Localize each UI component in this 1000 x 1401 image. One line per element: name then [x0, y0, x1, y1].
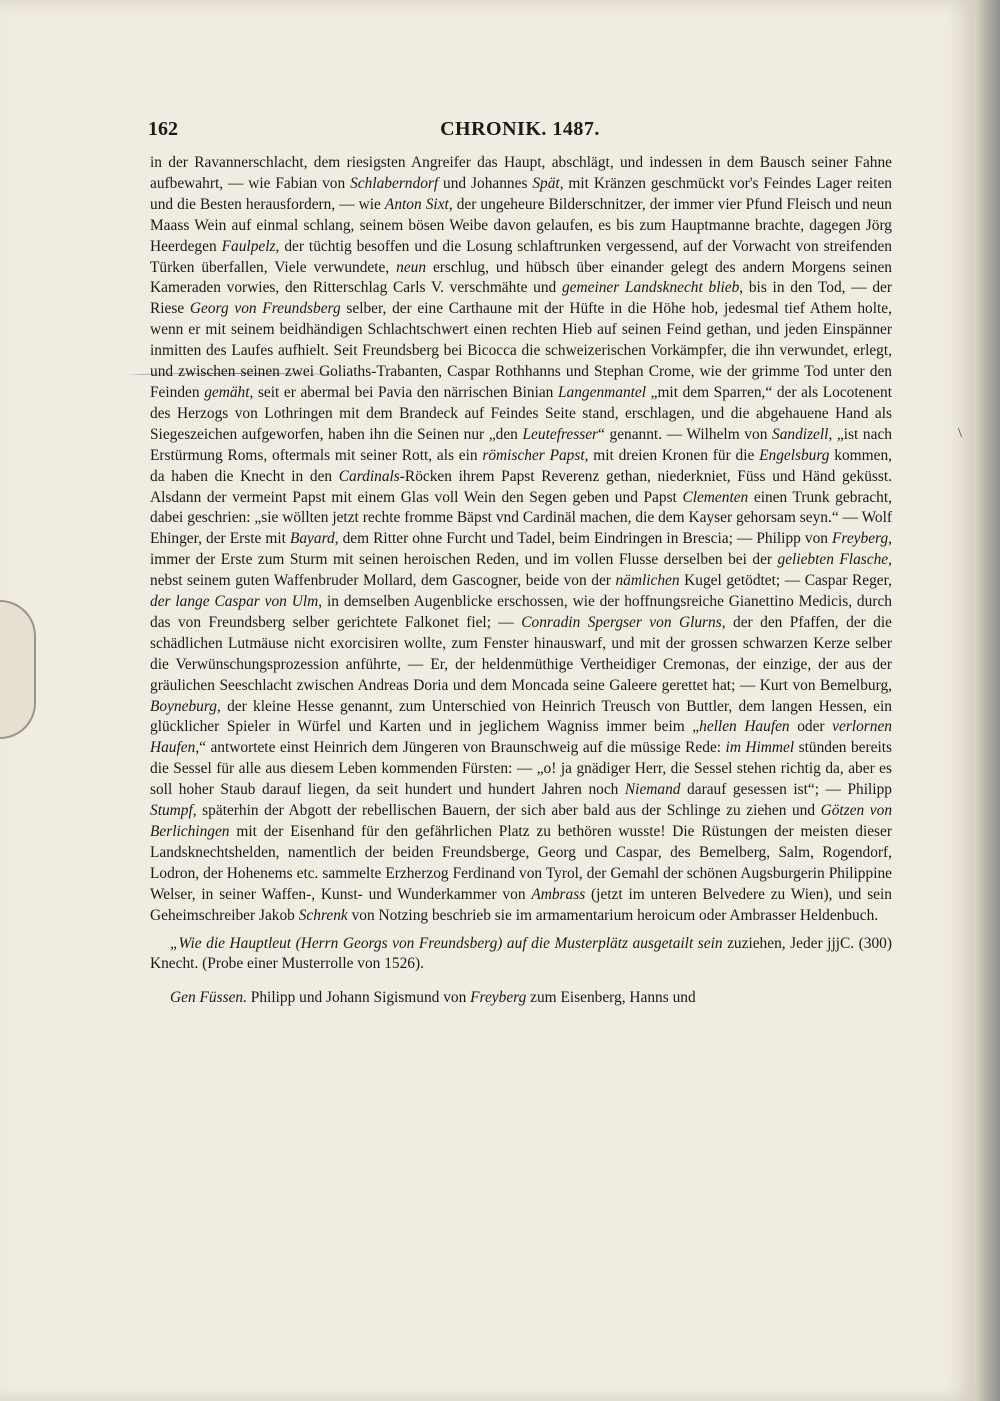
- italic-text-run: Götzen von Berlichingen: [150, 802, 893, 840]
- italic-text-run: Clementen: [682, 488, 749, 506]
- running-head: [148, 118, 892, 140]
- text-run: , seit er abermal bei Pavia den närrischen Binian: [249, 383, 558, 401]
- italic-text-run: Bayard: [289, 530, 335, 548]
- italic-text-run: Freyberg: [470, 989, 527, 1007]
- text-run: , immer der Erste zum Sturm mit seinen heroischen Reden, und im vollen Flusse derselben bei der: [150, 530, 893, 569]
- italic-text-run: römischer Papst: [482, 446, 585, 464]
- running-title: CHRONIK. 1487.: [440, 118, 600, 140]
- italic-text-run: Schlaberndorf: [350, 174, 439, 192]
- italic-text-run: der lange Caspar von Ulm: [150, 593, 319, 611]
- text-run: , der tüchtig besoffen und die Losung schlaftrunken vergessend, auf der Vorwacht von streifenden Türken überfallen, Viele verwundete,: [150, 237, 892, 276]
- text-run: „mit dem Sparren,“ der als Locotenent des Herzogs von Lothringen mit dem Brandeck auf Feindes Seite stand, erschlagen, und die abgehauene Hand als Siegeszeichen aufgeworfen, haben ihn die Seinen nur „den: [150, 383, 892, 443]
- italic-text-run: Ambrass: [531, 885, 586, 903]
- italic-text-run: im Himmel: [725, 739, 795, 757]
- text-run: , der den Pfaffen, der die schädlichen Lutmäuse nicht exorcisiren wollte, zum Fenster hinauswarf, und mit der grossen schwarzen Kerze selber die Verwünschungsprozession anführte, — Er, der heldenmüthige Vertheidiger Cremonas, der einzige, der aus der gräulichen Seeschlacht zwischen Andreas Doria und dem Moncada seine Galeere gerettet hat; — Kurt von Bemelburg,: [150, 613, 892, 694]
- italic-text-run: nämlichen: [615, 572, 680, 590]
- italic-text-run: Langenmantel: [557, 383, 647, 401]
- text-run: , in demselben Augenblicke erschossen, wie der hoffnungsreiche Gianettino Medicis, durch das von Freundsberg selber gerichtete Falkonet fiel; —: [150, 593, 892, 631]
- text-run: , bis in den Tod, — der Riese: [150, 279, 892, 318]
- text-run: von Notzing beschrieb sie im armamentarium heroicum oder Ambrasser Heldenbuch.: [347, 906, 879, 924]
- gen-paragraph: [150, 988, 892, 1009]
- italic-text-run: Anton Sixt: [384, 195, 449, 213]
- text-run: einen Trunk gebracht, dabei geschrien: „sie wöllten jetzt rechte fromme Bäpst vnd Cardinäl machen, die dem Kayser gehorsam seyn.“ — Wolf Ehinger, der Erste mit: [150, 488, 892, 548]
- margin-mark: \: [958, 426, 962, 441]
- italic-text-run: geliebten Flasche: [777, 551, 889, 569]
- italic-text-run: gemeiner Landsknecht blieb: [561, 279, 740, 297]
- italic-text-run: Georg von Freundsberg: [189, 300, 341, 318]
- text-run: , „ist nach Erstürmung Roms, oftermals mit seiner Rott, als ein: [150, 425, 892, 464]
- text-run: “ genannt. — Wilhelm von: [598, 425, 773, 443]
- next-page-edge: [975, 0, 1000, 1401]
- text-run: Kugel getödtet; — Caspar Reger,: [679, 572, 892, 590]
- italic-text-run: Boyneburg: [150, 697, 217, 715]
- text-run: oder: [789, 718, 833, 736]
- text-run: -Röcken ihrem Papst Reverenz gethan, niederkniet, Füss und Händ geküsst. Alsdann der vermeint Papst mit einem Glas voll Wein den Segen geben und Papst: [150, 467, 892, 506]
- text-run: , mit dreien Kronen für die: [584, 446, 760, 464]
- text-run: Philipp und Johann Sigismund von: [246, 989, 471, 1007]
- italic-text-run: Freyberg: [832, 530, 889, 548]
- text-run: , der ungeheure Bilderschnitzer, der immer vier Pfund Fleisch und neun Maass Wein auf einmal schlang, seinem bösen Weibe davon gelaufen, es bis zum Hauptmanne brachte, dagegen Jörg Heerdegen: [150, 195, 892, 255]
- text-run: mit der Eisenhand für den gefährlichen Platz zu bethören wusste! Die Rüstungen der meisten dieser Landsknechtshelden, namentlich der beiden Freundsberge, Georg und Caspar, des Bemelberg, Salm, Rogendorf, Lodron, der Hohenems etc. sammelte Erzherzog Ferdinand von Tyrol, der Gemahl der schönen Augsburgerin Philippine Welser, in seiner Waffen-, Kunst- und Wunderkammer von: [150, 823, 892, 903]
- italic-text-run: Engelsburg: [759, 446, 830, 464]
- text-run: selber, der eine Carthaune mit der Hüfte in die Höhe hob, jedesmal tief Athem holte, wenn er mit seinem beidhändigen Schlachtschwert einen rechten Hieb auf seinen Feind gethan, und jeden Einspänner inmitten des Laufes aufhielt. Seit Freundsberg bei Bicocca die schweizerischen Vorkämpfer, die ihn verwundet, erlegt, und zwischen seinen zwei Goliaths-Trabanten, Caspar Rothhanns und Stephan Crome, wie der grimme Tod unter den Feinden: [150, 300, 892, 401]
- text-run: , späterhin der Abgott der rebellischen Bauern, der sich aber bald aus der Schlinge zu ziehen und: [192, 802, 821, 820]
- italic-text-run: Conradin Spergser von Glurns: [521, 613, 722, 631]
- body-text: [150, 153, 892, 1009]
- text-run: , nebst seinem guten Waffenbruder Mollard, dem Gascogner, beide von der: [150, 551, 892, 590]
- italic-text-run: Sandizell: [772, 425, 829, 443]
- italic-text-run: Faulpelz: [221, 237, 276, 255]
- quote-paragraph: [150, 934, 892, 976]
- text-run: , der kleine Hesse genannt, zum Unterschied von Heinrich Treusch von Buttler, dem langen Hessen, ein glücklicher Spieler in Würfel und Karten und in jeglichem Wagniss immer beim „: [150, 697, 892, 736]
- italic-text-run: hellen Haufen: [699, 718, 790, 736]
- text-run: in der Ravannerschlacht, dem riesigsten Angreifer das Haupt, abschlägt, und indessen in dem Bausch seiner Fahne aufbewahrt, — wie Fabian von: [150, 154, 892, 192]
- text-run: , dem Ritter ohne Furcht und Tadel, beim Eindringen in Brescia; — Philipp von: [334, 530, 833, 548]
- paper-tear: [0, 600, 36, 739]
- text-run: stünden bereits die Sessel für alle aus diesem Leben kommenden Fürsten: — „o! ja gnädiger Herr, die Sessel stehen richtig da, aber es soll hoher Staub darauf liegen, da seit hundert und hundert Jahren noch: [150, 739, 892, 799]
- text-run: und Johannes: [438, 174, 533, 192]
- italic-text-run: Gen Füssen.: [170, 989, 247, 1007]
- italic-text-run: gemäht: [204, 383, 250, 401]
- page-number: 162: [148, 118, 178, 140]
- text-run: zum Eisenberg, Hanns und: [526, 989, 696, 1007]
- italic-text-run: verlornen Haufen: [150, 718, 892, 757]
- text-run: zuziehen, Jeder jjjC. (300) Knecht. (Probe einer Musterrolle von 1526).: [150, 934, 892, 973]
- text-run: kommen, da haben die Knecht in den: [150, 446, 892, 485]
- text-run: ,“ antwortete einst Heinrich dem Jüngeren von Braunschweig auf die müssige Rede:: [195, 739, 726, 757]
- text-run: darauf gesessen ist“; — Philipp: [680, 781, 892, 799]
- main-paragraph: [150, 153, 892, 927]
- italic-text-run: neun: [396, 258, 427, 276]
- italic-text-run: Stumpf: [150, 802, 193, 820]
- text-run: (jetzt im unteren Belvedere zu Wien), und sein Geheimschreiber Jakob: [150, 885, 892, 924]
- italic-text-run: „Wie die Hauptleut (Herrn Georgs von Freundsberg) auf die Musterplätz ausgetailt sein: [170, 934, 723, 952]
- text-run: erschlug, und hübsch über einander gelegt des andern Morgens seinen Kameraden vorwies, den Ritterschlag Carls V. verschmähte und: [150, 258, 893, 297]
- text-run: , mit Kränzen geschmückt vor's Feindes Lager reiten und die Besten herausfordern, — wie: [150, 174, 892, 213]
- italic-text-run: Leutefresser: [522, 425, 599, 443]
- italic-text-run: Niemand: [624, 781, 681, 799]
- italic-text-run: Cardinals: [338, 467, 400, 485]
- italic-text-run: Schrenk: [298, 906, 348, 924]
- italic-text-run: Spät: [532, 174, 560, 192]
